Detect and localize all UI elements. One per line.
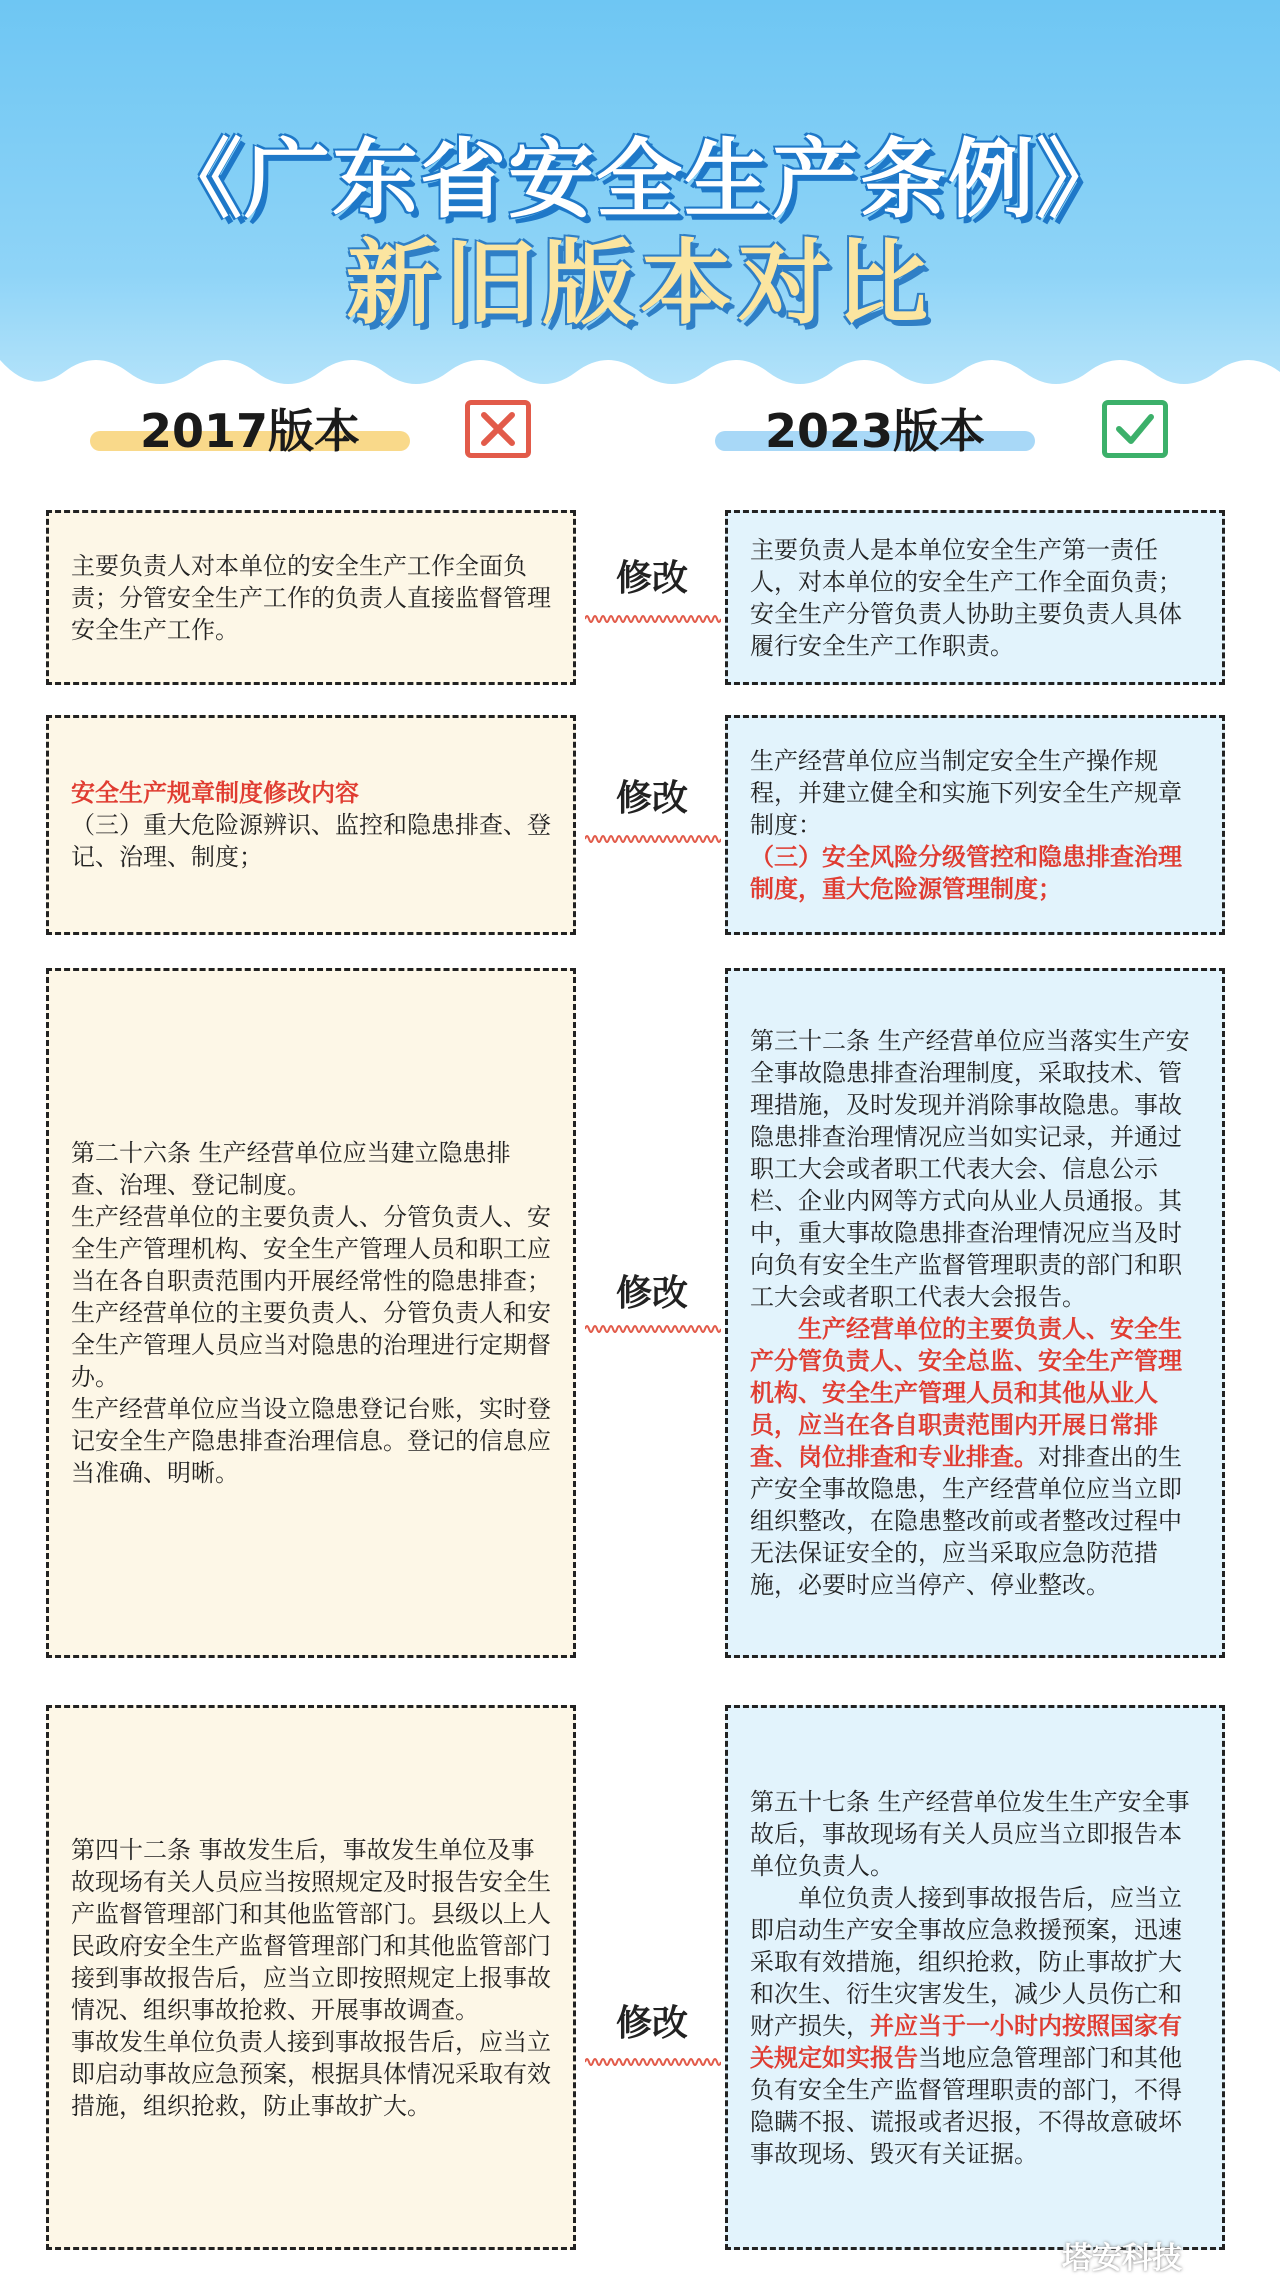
wavy-connector — [585, 832, 721, 846]
old-text-content — [71, 777, 551, 873]
banner-wave-edge — [0, 360, 1280, 400]
paragraph: 第三十二条 生产经营单位应当落实生产安全事故隐患排查治理制度，采取技术、管理措施，及时发现并消除事故隐患。事故隐患排查治理情况应当如实记录，并通过职工大会或者职工代表大会、信息公示栏、企业内网等方式向从业人员通报。其中，重大事故隐患排查治理情况应当及时向负有安全生产监督管理职责的部门和职工大会或者职工代表大会报告。 — [750, 1027, 1190, 1311]
header-banner — [0, 0, 1280, 390]
wavy-connector — [585, 2055, 721, 2069]
text-segment: 单位负责人接到事故报告后，应当立即启动生产安全事故应急救援预案，迅速采取有效措施，组织抢救，防止事故扩大和次生、衍生灾害发生，减少人员伤亡和财产损失， — [750, 1883, 1182, 2040]
modify-label: 修改 — [615, 778, 688, 819]
modify-label: 修改 — [615, 558, 688, 599]
new-text-content — [750, 1786, 1200, 2170]
old-text-box — [46, 510, 576, 685]
highlighted-text: 安全生产规章制度修改内容 — [71, 779, 359, 807]
paragraph: 第四十二条 事故发生后，事故发生单位及事故现场有关人员应当按照规定及时报告安全生产监督管理部门和其他监管部门。县级以上人民政府安全生产监督管理部门和其他监管部门接到事故报告后，应当立即按照规定上报事故情况、组织事故抢救、开展事故调查。 — [71, 1835, 551, 2024]
new-text-box — [725, 510, 1225, 685]
old-text-box — [46, 968, 576, 1658]
paragraph: 第五十七条 生产经营单位发生生产安全事故后，事故现场有关人员应当立即报告本单位负责人。 — [750, 1787, 1190, 1880]
page-subtitle: 新旧版本对比 — [345, 230, 934, 337]
text-segment: 对排查出的生产安全事故隐患，生产经营单位应当立即组织整改，在隐患整改前或者整改过程中无法保证安全的，应当采取应急防范措施，必要时应当停产、停业整改。 — [750, 1443, 1182, 1599]
paragraph: 生产经营单位的主要负责人、分管负责人和安全生产管理人员应当对隐患的治理进行定期督办。 — [71, 1299, 551, 1391]
modify-label: 修改 — [615, 2003, 688, 2044]
new-text-box — [725, 1705, 1225, 2250]
text-segment: 当地应急管理部门和其他负有安全生产监督管理职责的部门，不得隐瞒不报、谎报或者迟报，不得故意破坏事故现场、毁灭有关证据。 — [750, 2043, 1182, 2168]
old-text-content — [71, 1137, 551, 1489]
modify-label: 修改 — [615, 1273, 688, 1314]
watermark: 塔安科技 — [1062, 2241, 1182, 2275]
paragraph: 主要负责人是本单位安全生产第一责任人，对本单位的安全生产工作全面负责；安全生产分管负责人协助主要负责人具体履行安全生产工作职责。 — [750, 535, 1182, 660]
paragraph: 第二十六条 生产经营单位应当建立隐患排查、治理、登记制度。 — [71, 1139, 511, 1199]
new-text-content — [750, 745, 1200, 905]
new-version-label — [715, 395, 1035, 461]
new-text-box — [725, 968, 1225, 1658]
paragraph — [750, 1882, 1200, 2170]
old-text-box — [46, 1705, 576, 2250]
paragraph: 生产经营单位的主要负责人、分管负责人、安全生产管理机构、安全生产管理人员和职工应当在各自职责范围内开展经常性的隐患排查； — [71, 1203, 551, 1295]
paragraph: 生产经营单位应当制定安全生产操作规程，并建立健全和实施下列安全生产规章制度： — [750, 747, 1182, 839]
new-text-content — [750, 534, 1200, 662]
paragraph: 主要负责人对本单位的安全生产工作全面负责；分管安全生产工作的负责人直接监督管理安全生产工作。 — [71, 551, 551, 644]
page-title: 《广东省安全生产条例》 — [156, 130, 1124, 230]
new-text-content — [750, 1025, 1200, 1601]
new-version-text: 2023版本 — [764, 404, 986, 458]
old-text-content — [71, 1834, 551, 2122]
check-mark-icon — [1102, 400, 1168, 458]
paragraph: （三）重大危险源辨识、监控和隐患排查、登记、治理、制度； — [71, 811, 551, 871]
wavy-connector — [585, 612, 721, 626]
old-version-label — [90, 395, 410, 461]
old-version-text: 2017版本 — [139, 404, 361, 458]
wavy-connector — [585, 1322, 721, 1336]
x-mark-icon — [465, 400, 531, 458]
paragraph: 生产经营单位应当设立隐患登记台账，实时登记安全生产隐患排查治理信息。登记的信息应当准确、明晰。 — [71, 1395, 551, 1487]
new-text-box — [725, 715, 1225, 935]
highlighted-text: （三）安全风险分级管控和隐患排查治理制度，重大危险源管理制度； — [750, 843, 1182, 903]
highlighted-text: 并应当于一小时内按照国家有关规定如实报告 — [750, 2011, 1182, 2072]
old-text-content — [71, 550, 551, 646]
old-text-box — [46, 715, 576, 935]
paragraph: 事故发生单位负责人接到事故报告后，应当立即启动事故应急预案，根据具体情况采取有效措施，组织抢救，防止事故扩大。 — [71, 2027, 551, 2120]
highlighted-text: 生产经营单位的主要负责人、安全生产分管负责人、安全总监、安全生产管理机构、安全生产管理人员和其他从业人员，应当在各自职责范围内开展日常排查、岗位排查和专业排查。 — [750, 1315, 1182, 1471]
paragraph — [750, 1313, 1200, 1601]
